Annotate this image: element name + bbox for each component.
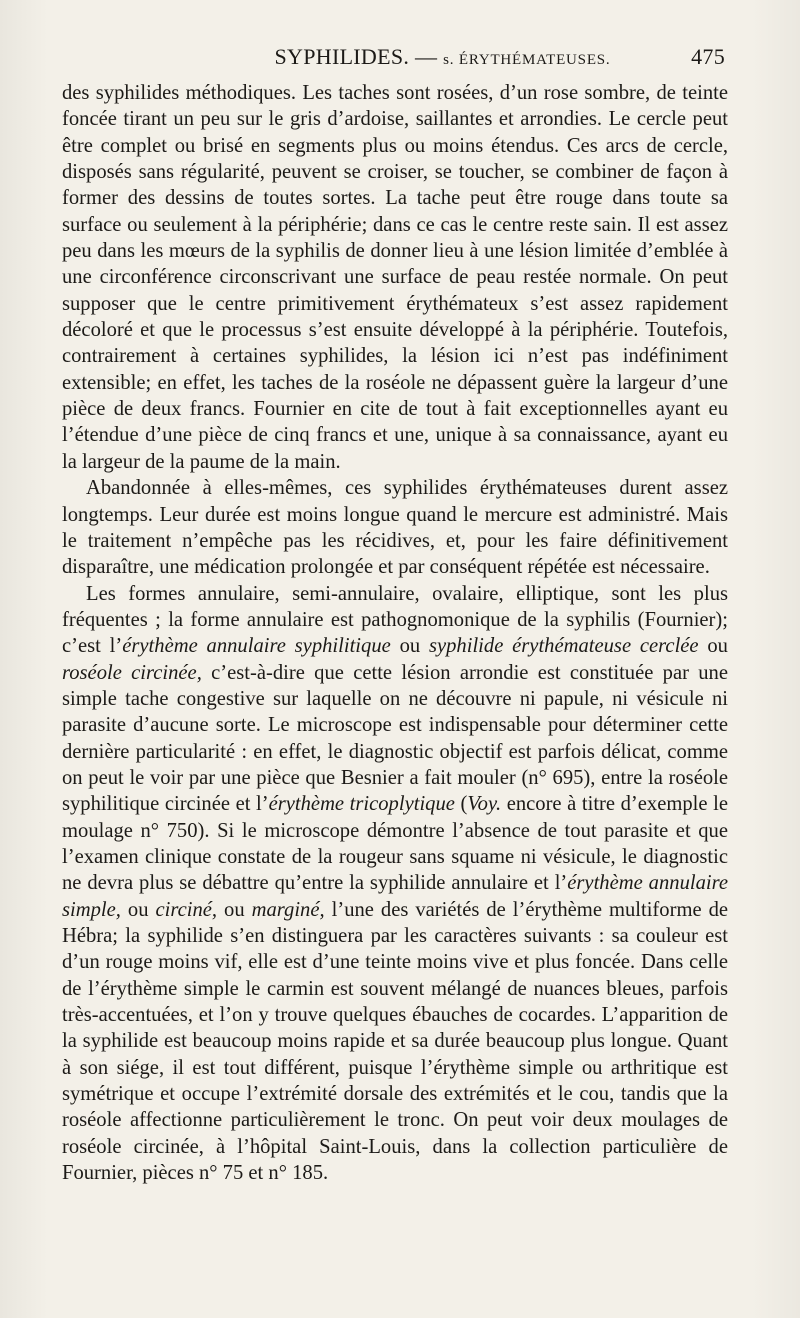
text-run: c’est-à-dire que cette lésion arrondie est constituée par une simple tache congestive sur laquelle on ne découvre ni papule, ni vésicule ni parasite d’aucune sorte. Le microscope est indispensable pour déterminer cette dernière particularité : en effet, le diagnostic objectif est parfois délicat, comme on peut le voir par une pièce que Besnier a fait mouler (n° 695), entre la roséole syphilitique circinée et l’ [62, 661, 728, 816]
paragraph [62, 80, 728, 475]
text-run: ou [698, 635, 728, 658]
italic-run: érythème annulaire simple, [62, 872, 728, 921]
text-run: Les formes annulaire, semi-annulaire, ovalaire, elliptique, sont les plus fréquentes ; la forme annulaire est pathognomonique de la syphilis (Fournier); c’est l’ [62, 582, 728, 658]
text-run: ou [120, 898, 156, 921]
text-run: ou [217, 898, 252, 921]
text-run: ou [390, 635, 429, 658]
italic-run: érythème annulaire syphilitique [122, 635, 391, 658]
paragraph [62, 581, 728, 1187]
text-run: Abandonnée à elles-mêmes, ces syphilides érythémateuses durent assez longtemps. Leur durée est moins longue quand le mercure est administré. Mais le traitement n’empêche pas les récidives, et, pour les faire définitivement disparaître, une médication prolongée et par conséquent répétée est nécessaire. [62, 477, 728, 579]
italic-run: Voy. [467, 793, 502, 816]
italic-run: érythème tricoplytique [268, 793, 455, 816]
italic-run: roséole circinée, [62, 661, 202, 684]
running-title-dash: — [415, 44, 438, 69]
text-run: encore à titre d’exemple le moulage n° 750). Si le microscope démontre l’absence de tout parasite et que l’examen clinique constate de la rougeur sans squame ni vésicule, le diagnostic ne devra plus se débattre qu’entre la syphilide annulaire et l’ [62, 793, 728, 895]
running-title [60, 44, 725, 70]
italic-run: marginé, [251, 898, 325, 921]
text-run: ( [454, 793, 468, 816]
italic-run: syphilide érythémateuse cerclée [428, 635, 699, 658]
italic-run: circiné, [155, 898, 218, 921]
text-run: l’une des variétés de l’érythème multiforme de Hébra; la syphilide s’en distinguera par les caractères suivants : sa couleur est d’un rouge moins vif, elle est d’une teinte moins vive et plus foncée. Dans celle de l’érythème simple le carmin est souvent mélangé de nuances bleues, parfois très-accentuées, et l’on y trouve quelques ébauches de cocardes. L’apparition de la syphilide est beaucoup moins rapide et sa durée beaucoup plus longue. Quant à son siége, il est tout différent, puisque l’érythème simple ou arthritique est symétrique et occupe l’extrémité dorsale des extrémités et le cou, tandis que la roséole affectionne particulièrement le tronc. On peut voir deux moulages de roséole circinée, à l’hôpital Saint-Louis, dans la collection particulière de Fournier, pièces n° 75 et n° 185. [62, 898, 729, 1185]
running-title-main: SYPHILIDES. [274, 44, 410, 69]
page-body [62, 80, 728, 1186]
page-number: 475 [691, 44, 725, 69]
text-run: des syphilides méthodiques. Les taches sont rosées, d’un rose sombre, de teinte foncée tirant un peu sur le gris d’ardoise, saillantes et arrondies. Le cercle peut être complet ou brisé en segments plus ou moins étendus. Ces arcs de cercle, disposés sans régularité, peuvent se croiser, se toucher, se combiner de façon à former des dessins de toutes sortes. La tache peut être rouge dans toute sa surface ou seulement à la périphérie; dans ce cas le centre reste sain. Il est assez peu dans les mœurs de la syphilis de donner lieu à une lésion limitée d’emblée à une circonférence circonscrivant une surface de peau restée normale. On peut supposer que le centre primitivement érythémateux s’est assez rapidement décoloré et que le processus s’est ensuite développé à la périphérie. Toutefois, contrairement à certaines syphilides, la lésion ici n’est pas indéfiniment extensible; en effet, les taches de la roséole ne dépassent guère la largeur d’une pièce de deux francs. Fournier en cite de tout à fait exceptionnelles ayant eu l’étendue d’une pièce de cinq francs et une, unique à sa connaissance, ayant eu la largeur de la paume de la main. [62, 82, 728, 473]
running-title-sub: s. ÉRYTHÉMATEUSES. [443, 52, 611, 68]
paragraph [62, 475, 728, 580]
running-header [60, 44, 725, 78]
